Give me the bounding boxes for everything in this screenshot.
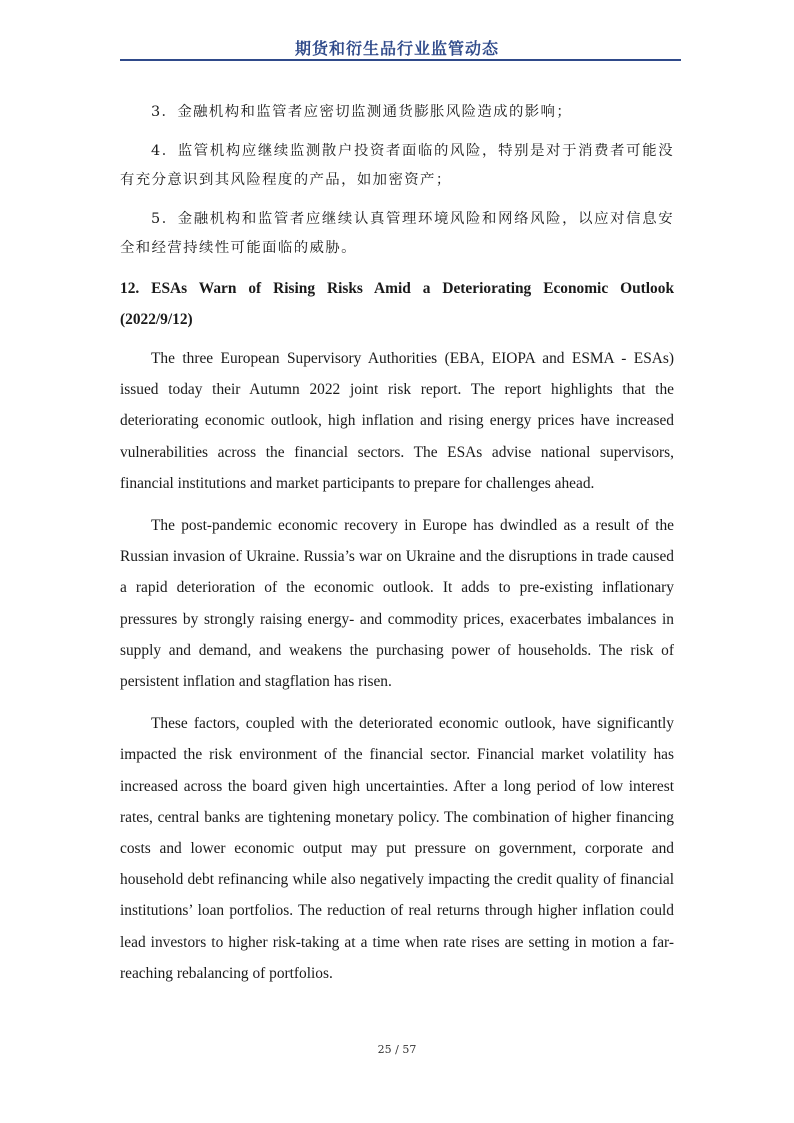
list-item-4: 4．监管机构应继续监测散户投资者面临的风险，特别是对于消费者可能没有充分意识到其风险程度的产品，如加密资产； bbox=[120, 143, 674, 188]
section-heading-title: 12. ESAs Warn of Rising Risks Amid a Deteriorating Economic Outlook bbox=[120, 280, 674, 297]
header-title: 期货和衍生品行业监管动态 bbox=[294, 39, 499, 58]
page-number: 25 / 57 bbox=[377, 1043, 417, 1056]
list-item-5: 5．金融机构和监管者应继续认真管理环境风险和网络风险，以应对信息安全和经营持续性可能面临的威胁。 bbox=[120, 211, 674, 256]
list-item-3: 3．金融机构和监管者应密切监测通货膨胀风险造成的影响； bbox=[151, 104, 573, 120]
section-heading bbox=[120, 273, 674, 335]
page-content bbox=[120, 98, 674, 1000]
header-divider bbox=[120, 59, 681, 61]
body-paragraph-3: These factors, coupled with the deteriorated economic outlook, have significantly impacted the risk environment of the financial sector. Financial market volatility has increased across the board given high uncertainties. After a long period of low interest rates, central banks are tightening monetary policy. The combination of higher financing costs and lower economic output may put pressure on government, corporate and household debt refinancing while also negatively impacting the credit quality of financial institutions’ loan portfolios. The reduction of real returns through higher inflation could lead investors to higher risk-taking at a time when rate rises are setting in motion a far-reaching rebalancing of portfolios. bbox=[120, 715, 674, 982]
body-paragraph-2: The post-pandemic economic recovery in Europe has dwindled as a result of the Russian invasion of Ukraine. Russia’s war on Ukraine and the disruptions in trade caused a rapid deterioration of the economic outlook. It adds to pre-existing inflationary pressures by strongly raising energy- and commodity prices, exacerbates imbalances in supply and demand, and weakens the purchasing power of households. The risk of persistent inflation and stagflation has risen. bbox=[120, 517, 674, 691]
section-heading-date: (2022/9/12) bbox=[120, 311, 193, 328]
body-paragraph-1: The three European Supervisory Authorities (EBA, EIOPA and ESMA - ESAs) issued today their Autumn 2022 joint risk report. The report highlights that the deteriorating economic outlook, high inflation and rising energy prices have increased vulnerabilities across the financial sectors. The ESAs advise national supervisors, financial institutions and market participants to prepare for challenges ahead. bbox=[120, 350, 674, 492]
